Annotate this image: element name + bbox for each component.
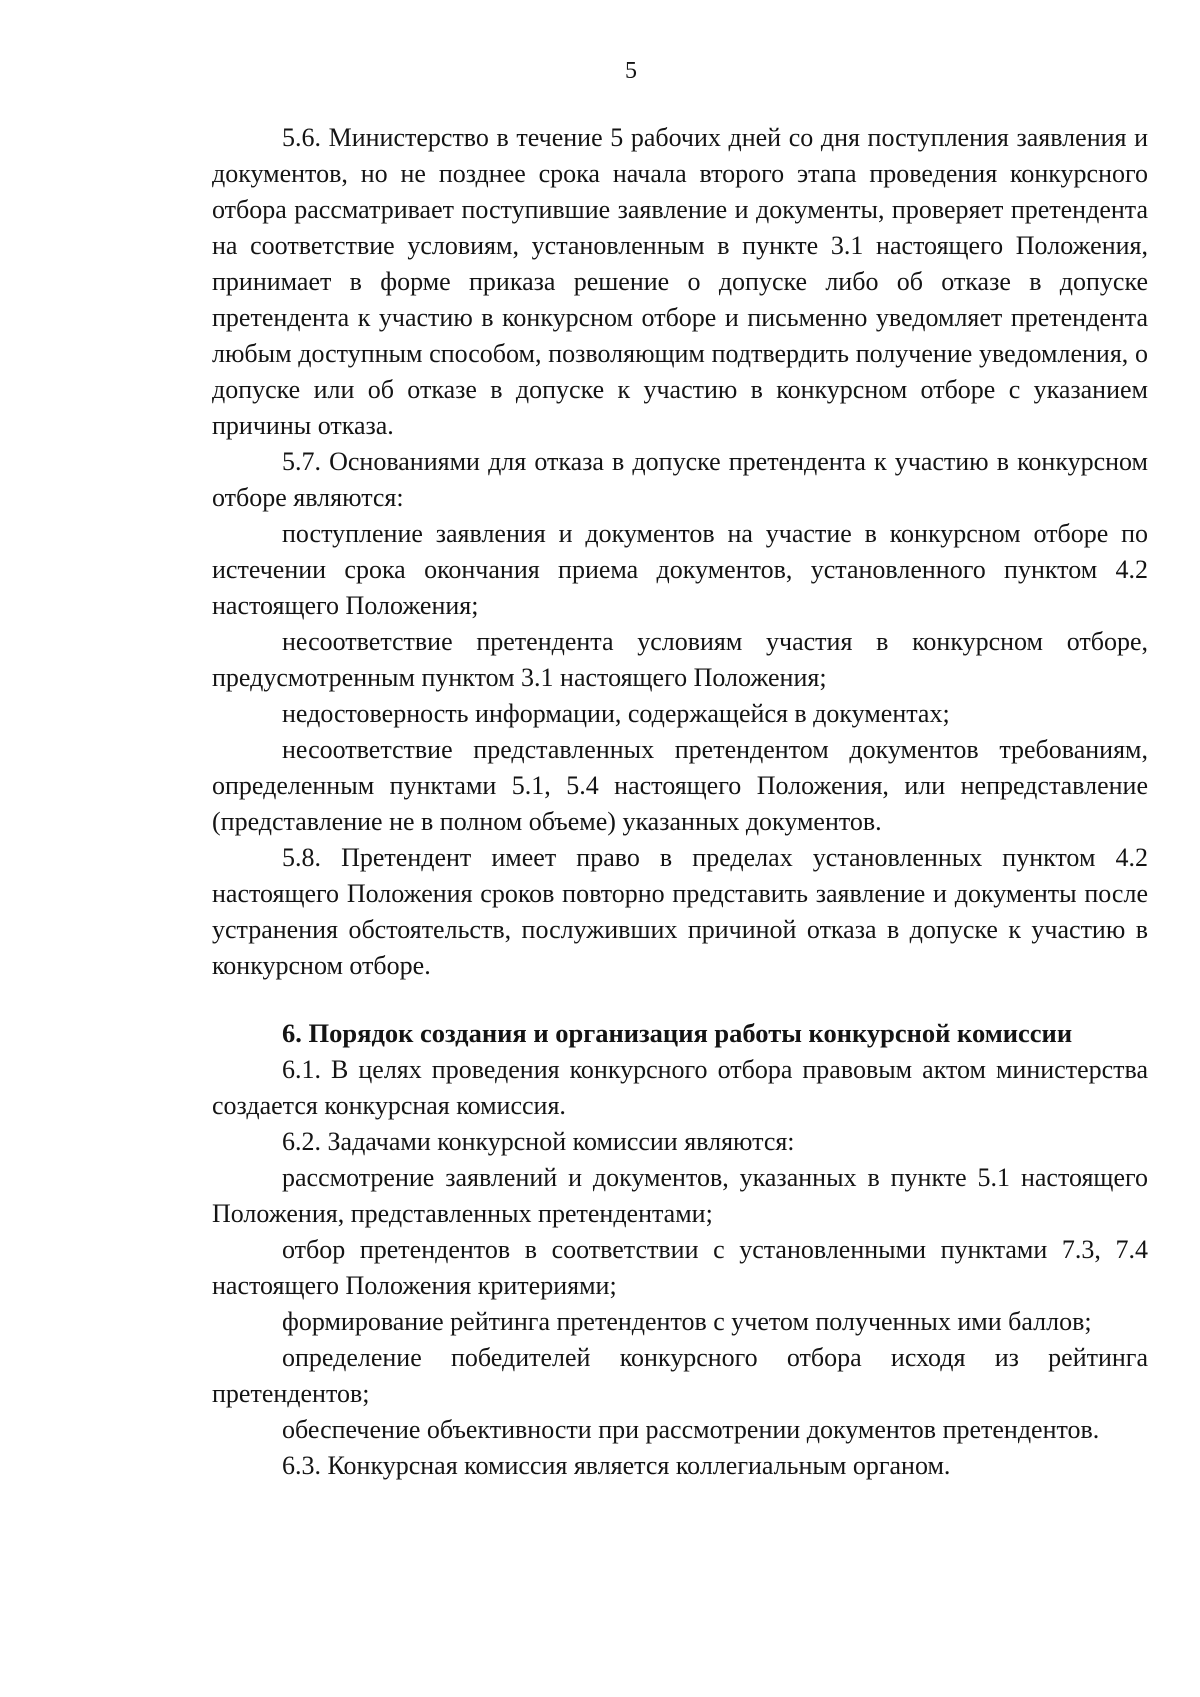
paragraph-6-2-item-2: отбор претендентов в соответствии с установленными пунктами 7.3, 7.4 настоящего Положения критериями; (212, 1235, 1148, 1300)
section-heading: 6. Порядок создания и организация работы конкурсной комиссии (282, 1018, 1073, 1048)
paragraph-5-6: 5.6. Министерство в течение 5 рабочих дней со дня поступления заявления и документов, но не позднее срока начала второго этапа проведения конкурсного отбора рассматривает поступившие заявление и документы, проверяет претендента на соответствие условиям, установленным в пункте 3.1 настоящего Положения, принимает в форме приказа решение о допуске либо об отказе в допуске претендента к участию в конкурсном отборе и письменно уведомляет претендента любым доступным способом, позволяющим подтвердить получение уведомления, о допуске или об отказе в допуске к участию в конкурсном отборе с указанием причины отказа. (212, 123, 1148, 440)
document-body (212, 120, 1148, 1484)
page-number: 5 (625, 58, 637, 84)
paragraph-6-3: 6.3. Конкурсная комиссия является коллегиальным органом. (282, 1451, 951, 1480)
paragraph-6-2: 6.2. Задачами конкурсной комиссии являются: (282, 1127, 795, 1156)
paragraph-6-2-item-4: определение победителей конкурсного отбора исходя из рейтинга претендентов; (212, 1343, 1148, 1408)
paragraph-5-7-item-3: недостоверность информации, содержащейся в документах; (282, 699, 950, 728)
paragraph-6-2-item-3: формирование рейтинга претендентов с учетом полученных ими баллов; (282, 1307, 1092, 1336)
paragraph-5-7-item-1: поступление заявления и документов на участие в конкурсном отборе по истечении срока окончания приема документов, установленного пунктом 4.2 настоящего Положения; (212, 519, 1148, 620)
paragraph-6-2-item-1: рассмотрение заявлений и документов, указанных в пункте 5.1 настоящего Положения, представленных претендентами; (212, 1163, 1148, 1228)
paragraph-5-8: 5.8. Претендент имеет право в пределах установленных пунктом 4.2 настоящего Положения сроков повторно представить заявление и документы после устранения обстоятельств, послуживших причиной отказа в допуске к участию в конкурсном отборе. (212, 843, 1148, 980)
paragraph-5-7: 5.7. Основаниями для отказа в допуске претендента к участию в конкурсном отборе являются: (212, 447, 1148, 512)
paragraph-6-2-item-5: обеспечение объективности при рассмотрении документов претендентов. (282, 1415, 1100, 1444)
paragraph-6-1: 6.1. В целях проведения конкурсного отбора правовым актом министерства создается конкурсная комиссия. (212, 1055, 1148, 1120)
paragraph-5-7-item-2: несоответствие претендента условиям участия в конкурсном отборе, предусмотренным пунктом 3.1 настоящего Положения; (212, 627, 1148, 692)
paragraph-5-7-item-4: несоответствие представленных претендентом документов требованиям, определенным пунктами 5.1, 5.4 настоящего Положения, или непредставление (представление не в полном объеме) указанных документов. (212, 735, 1148, 836)
